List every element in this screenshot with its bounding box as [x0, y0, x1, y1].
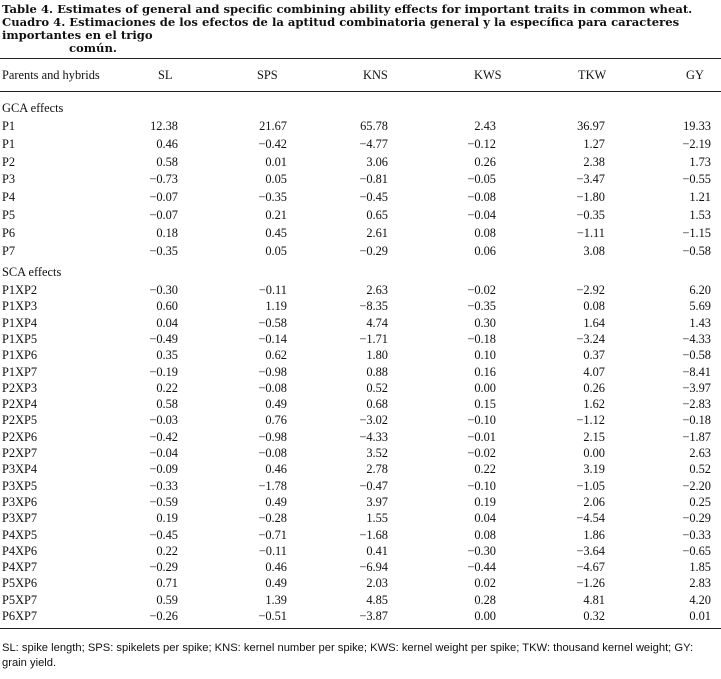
cell-sl: 0.04	[156, 315, 178, 330]
cell-gy: −2.19	[682, 136, 711, 151]
table-top-rule	[0, 58, 721, 59]
cell-tkw: 2.15	[583, 429, 605, 444]
cell-sps: 0.49	[265, 397, 287, 412]
cell-tkw: −1.80	[576, 190, 605, 205]
header-gy: GY	[686, 68, 704, 82]
cell-kws: −0.30	[467, 543, 496, 558]
cell-sl: −0.45	[149, 527, 178, 542]
row-label: P2XP5	[2, 413, 38, 428]
header-kns: KNS	[363, 68, 388, 82]
row-label: P4XP5	[2, 527, 38, 542]
cell-sps: 0.45	[265, 225, 287, 240]
cell-tkw: 36.97	[577, 119, 605, 133]
gca-section-label: GCA effects	[2, 101, 64, 115]
cell-sps: 0.62	[265, 348, 287, 363]
cell-kns: 0.65	[366, 208, 388, 222]
cell-kns: 65.78	[360, 119, 388, 133]
cell-kws: 0.10	[474, 348, 496, 363]
row-label: P4	[2, 190, 16, 205]
cell-sps: 0.01	[265, 154, 287, 169]
cell-kws: −0.02	[467, 283, 496, 297]
cell-sps: −0.42	[258, 136, 287, 151]
cell-sps: −0.14	[258, 331, 287, 346]
cell-gy: −0.65	[682, 543, 711, 558]
cell-kws: 0.08	[474, 225, 496, 240]
cell-tkw: 0.37	[583, 348, 605, 363]
cell-sps: −0.08	[258, 380, 287, 395]
cell-kws: 2.43	[474, 119, 496, 133]
cell-gy: −2.83	[682, 397, 711, 412]
cell-tkw: 3.19	[583, 462, 605, 477]
cell-sps: −0.98	[258, 364, 287, 379]
cell-kws: 0.06	[474, 243, 496, 258]
cell-sl: 0.59	[156, 592, 178, 607]
cell-sps: 0.76	[265, 413, 287, 428]
cell-kws: −0.04	[467, 208, 496, 222]
cell-tkw: 2.38	[583, 154, 605, 169]
cell-sl: −0.42	[149, 429, 178, 444]
cell-kws: −0.35	[467, 299, 496, 314]
cell-kws: 0.22	[474, 462, 496, 477]
cell-tkw: −3.64	[576, 543, 605, 558]
cell-sl: 0.60	[156, 299, 178, 314]
cell-sps: 0.49	[265, 576, 287, 591]
cell-sps: −0.98	[258, 429, 287, 444]
cell-sl: 0.35	[156, 348, 178, 363]
cell-tkw: 1.86	[583, 527, 605, 542]
cell-tkw: 0.26	[583, 380, 605, 395]
cell-gy: 0.01	[689, 609, 711, 623]
cell-gy: −4.33	[682, 331, 711, 346]
row-label: P5	[2, 208, 16, 222]
cell-kws: 0.19	[474, 494, 496, 509]
cell-kns: 3.52	[366, 446, 388, 460]
cell-kns: 2.63	[366, 283, 388, 297]
sca-section-label: SCA effects	[2, 265, 62, 279]
cell-kws: 0.04	[474, 511, 496, 526]
caption-spanish	[2, 16, 718, 55]
cell-gy: −3.97	[682, 380, 711, 395]
cell-sl: −0.30	[149, 283, 178, 297]
cell-kns: 3.97	[366, 494, 388, 509]
cell-sps: −0.71	[258, 527, 287, 542]
cell-gy: 19.33	[683, 119, 711, 133]
cell-tkw: −4.54	[576, 511, 605, 526]
cell-gy: −8.41	[682, 364, 711, 379]
cell-kns: 2.03	[366, 576, 388, 591]
cell-sps: −0.35	[258, 190, 287, 205]
row-label: P3XP6	[2, 494, 38, 509]
cell-sps: 0.46	[265, 462, 287, 477]
cell-kws: −0.44	[467, 560, 496, 575]
cell-kws: 0.00	[474, 609, 496, 623]
cell-kws: 0.02	[474, 576, 496, 591]
cell-sl: −0.29	[149, 560, 178, 575]
caption-spanish-line1: Cuadro 4. Estimaciones de los efectos de la aptitud combinatoria general y la específica para caracteres importantes en el trigo	[2, 15, 680, 42]
cell-sl: −0.07	[149, 208, 178, 222]
cell-kws: −0.01	[467, 429, 496, 444]
row-label: P5XP7	[2, 592, 38, 607]
cell-sl: −0.04	[149, 446, 178, 460]
row-label: P1XP4	[2, 315, 38, 330]
row-label: P4XP7	[2, 560, 38, 575]
row-label: P7	[2, 243, 16, 258]
cell-kns: −0.45	[359, 190, 388, 205]
cell-gy: −0.18	[682, 413, 711, 428]
cell-kws: −0.05	[467, 172, 496, 187]
cell-tkw: 1.62	[583, 397, 605, 412]
cell-sps: 0.05	[265, 243, 287, 258]
row-label: P1XP3	[2, 299, 38, 314]
cell-sps: 0.21	[265, 208, 287, 222]
cell-kws: 0.28	[474, 592, 496, 607]
row-label: P3	[2, 172, 16, 187]
cell-sps: −0.58	[258, 315, 287, 330]
cell-kns: 3.06	[366, 154, 388, 169]
cell-gy: 6.20	[689, 283, 711, 297]
cell-tkw: −0.35	[576, 208, 605, 222]
cell-sl: −0.33	[149, 478, 178, 493]
cell-gy: 0.52	[689, 462, 711, 477]
cell-sl: −0.09	[149, 462, 178, 477]
cell-gy: −2.20	[682, 478, 711, 493]
cell-kws: −0.08	[467, 190, 496, 205]
cell-gy: 1.43	[689, 315, 711, 330]
cell-kws: 0.26	[474, 154, 496, 169]
cell-sps: −0.11	[258, 283, 287, 297]
cell-sl: 0.19	[156, 511, 178, 526]
row-label: P2	[2, 154, 16, 169]
cell-sl: 0.18	[156, 225, 178, 240]
cell-kns: 0.88	[366, 364, 388, 379]
cell-tkw: 2.06	[583, 494, 605, 509]
row-label: P2XP7	[2, 446, 38, 460]
cell-kns: 2.61	[366, 225, 388, 240]
row-label: P6	[2, 225, 16, 240]
cell-tkw: 4.07	[583, 364, 605, 379]
cell-sl: 0.71	[156, 576, 178, 591]
cell-gy: 1.85	[689, 560, 711, 575]
cell-kns: 4.74	[366, 315, 388, 330]
row-label: P4XP6	[2, 543, 38, 558]
cell-kns: 1.80	[366, 348, 388, 363]
cell-tkw: −2.92	[576, 283, 605, 297]
cell-gy: 2.63	[689, 446, 711, 460]
cell-tkw: 4.81	[583, 592, 605, 607]
table-header-rule	[0, 91, 721, 92]
cell-kns: −0.81	[359, 172, 388, 187]
cell-sl: −0.73	[149, 172, 178, 187]
cell-tkw: −1.26	[576, 576, 605, 591]
row-label: P3XP4	[2, 462, 38, 477]
cell-gy: −1.15	[682, 225, 711, 240]
row-label: P3XP7	[2, 511, 38, 526]
cell-sl: −0.26	[149, 609, 178, 623]
row-label: P1XP7	[2, 364, 38, 379]
cell-kns: 1.55	[366, 511, 388, 526]
cell-kns: −4.33	[359, 429, 388, 444]
cell-kns: −6.94	[359, 560, 388, 575]
cell-tkw: 0.32	[583, 609, 605, 623]
cell-sl: 0.58	[156, 154, 178, 169]
table-bottom-rule	[0, 628, 721, 629]
cell-sl: −0.03	[149, 413, 178, 428]
cell-kns: −3.87	[359, 609, 388, 623]
cell-kns: 0.41	[366, 543, 388, 558]
cell-gy: −0.29	[682, 511, 711, 526]
cell-tkw: 0.08	[583, 299, 605, 314]
cell-kns: −8.35	[359, 299, 388, 314]
cell-kws: 0.00	[474, 380, 496, 395]
cell-gy: 5.69	[689, 299, 711, 314]
cell-tkw: −1.11	[576, 225, 605, 240]
cell-tkw: −3.47	[576, 172, 605, 187]
header-sl: SL	[158, 68, 173, 82]
cell-kns: 0.68	[366, 397, 388, 412]
cell-sl: 12.38	[150, 119, 178, 133]
cell-sps: −0.28	[258, 511, 287, 526]
cell-sps: −0.11	[258, 543, 287, 558]
cell-gy: 1.73	[689, 154, 711, 169]
row-label: P5XP6	[2, 576, 38, 591]
row-label: P1	[2, 119, 16, 133]
row-label: P1XP2	[2, 283, 38, 297]
cell-gy: −1.87	[682, 429, 711, 444]
header-tkw: TKW	[578, 68, 607, 82]
cell-sps: 1.19	[265, 299, 287, 314]
cell-sps: 0.49	[265, 494, 287, 509]
row-label: P3XP5	[2, 478, 38, 493]
row-label: P2XP6	[2, 429, 38, 444]
row-label: P1	[2, 136, 16, 151]
cell-gy: −0.33	[682, 527, 711, 542]
cell-kns: −3.02	[359, 413, 388, 428]
cell-kns: 4.85	[366, 592, 388, 607]
row-label: P1XP6	[2, 348, 38, 363]
cell-kns: −1.68	[359, 527, 388, 542]
header-parents-and-hybrids: Parents and hybrids	[2, 68, 100, 82]
cell-kns: −4.77	[359, 136, 388, 151]
cell-sps: 21.67	[259, 119, 287, 133]
cell-tkw: −4.67	[576, 560, 605, 575]
cell-sl: −0.07	[149, 190, 178, 205]
cell-kns: −0.29	[359, 243, 388, 258]
caption-spanish-line2: común.	[69, 41, 117, 55]
table-footnote: SL: spike length; SPS: spikelets per spike; KNS: kernel number per spike; KWS: kernel weight per spike; TKW: thousand kernel weight; GY: grain yield.	[2, 642, 694, 669]
cell-kws: −0.02	[467, 446, 496, 460]
cell-tkw: 1.64	[583, 315, 605, 330]
cell-sl: 0.22	[156, 543, 178, 558]
cell-sps: 1.39	[265, 592, 287, 607]
cell-kns: 0.52	[366, 380, 388, 395]
row-label: P2XP3	[2, 380, 38, 395]
cell-gy: 1.53	[689, 208, 711, 222]
cell-kws: −0.10	[467, 478, 496, 493]
cell-tkw: −1.05	[576, 478, 605, 493]
cell-gy: −0.58	[682, 243, 711, 258]
cell-tkw: 1.27	[583, 136, 605, 151]
cell-kws: 0.08	[474, 527, 496, 542]
cell-gy: 1.21	[689, 190, 711, 205]
cell-sps: 0.46	[265, 560, 287, 575]
row-label: P6XP7	[2, 609, 38, 623]
cell-sps: −1.78	[258, 478, 287, 493]
cell-sps: −0.51	[258, 609, 287, 623]
cell-gy: 2.83	[689, 576, 711, 591]
cell-sl: 0.22	[156, 380, 178, 395]
cell-tkw: 0.00	[583, 446, 605, 460]
cell-gy: −0.55	[682, 172, 711, 187]
header-sps: SPS	[257, 68, 278, 82]
table-caption	[2, 3, 718, 55]
cell-sl: 0.46	[156, 136, 178, 151]
cell-sl: 0.58	[156, 397, 178, 412]
cell-tkw: −1.12	[576, 413, 605, 428]
cell-kns: 2.78	[366, 462, 388, 477]
cell-tkw: −3.24	[576, 331, 605, 346]
cell-kws: −0.12	[467, 136, 496, 151]
caption-english: Table 4. Estimates of general and specific combining ability effects for important traits in common wheat.	[2, 2, 693, 16]
cell-sps: 0.05	[265, 172, 287, 187]
header-kws: KWS	[474, 68, 502, 82]
cell-kws: 0.30	[474, 315, 496, 330]
cell-tkw: 3.08	[583, 243, 605, 258]
cell-gy: −0.58	[682, 348, 711, 363]
row-label: P1XP5	[2, 331, 38, 346]
cell-kws: −0.18	[467, 331, 496, 346]
row-label: P2XP4	[2, 397, 38, 412]
cell-sps: −0.08	[258, 446, 287, 460]
cell-kns: −1.71	[359, 331, 388, 346]
cell-kns: −0.47	[359, 478, 388, 493]
cell-kws: 0.16	[474, 364, 496, 379]
cell-gy: 0.25	[689, 494, 711, 509]
cell-kws: −0.10	[467, 413, 496, 428]
cell-sl: −0.49	[149, 331, 178, 346]
cell-gy: 4.20	[689, 592, 711, 607]
cell-kws: 0.15	[474, 397, 496, 412]
cell-sl: −0.35	[149, 243, 178, 258]
cell-sl: −0.59	[149, 494, 178, 509]
cell-sl: −0.19	[149, 364, 178, 379]
